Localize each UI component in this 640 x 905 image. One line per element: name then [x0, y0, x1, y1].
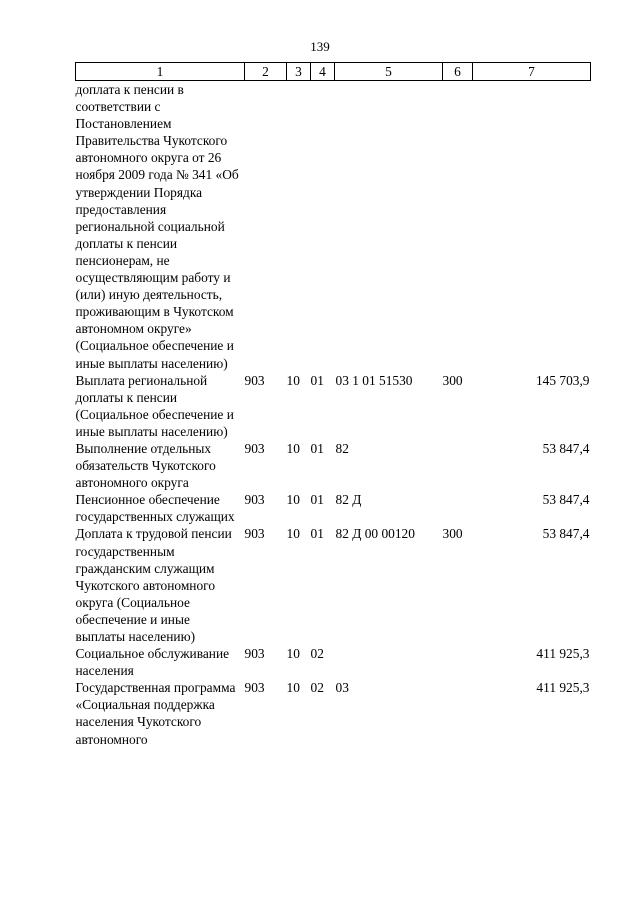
- table-row: [76, 440, 591, 491]
- row-target: 03: [335, 680, 349, 696]
- row-ministry: 903: [244, 646, 265, 662]
- table-row: [76, 645, 591, 679]
- row-amount: 145 703,9: [535, 372, 590, 388]
- row-subsection: 01: [310, 526, 324, 542]
- row-expense-type: 300: [442, 526, 463, 542]
- row-expense-type: 300: [442, 372, 463, 388]
- table-row: [76, 525, 591, 645]
- row-amount: 411 925,3: [536, 680, 590, 696]
- header-row: [76, 63, 591, 81]
- row-amount: [473, 81, 591, 372]
- row-subsection: 02: [310, 680, 324, 696]
- table-row: [76, 81, 591, 372]
- row-amount: 53 847,4: [542, 492, 590, 508]
- row-ministry: 903: [244, 492, 265, 508]
- row-section: 10: [286, 372, 300, 388]
- page-number: 139: [310, 39, 330, 54]
- row-ministry: 903: [244, 526, 265, 542]
- row-target: [335, 645, 443, 679]
- header-col-1: 1: [76, 63, 245, 81]
- row-section: 10: [286, 440, 300, 456]
- row-subsection: [311, 81, 335, 372]
- row-section: 10: [286, 492, 300, 508]
- budget-table: [75, 62, 591, 748]
- row-section: 10: [286, 680, 300, 696]
- row-subsection: 02: [310, 646, 324, 662]
- row-name: Государственная программа «Социальная поддержка населения Чукотского автономного: [75, 680, 236, 747]
- row-section: 10: [286, 526, 300, 542]
- row-ministry: 903: [244, 680, 265, 696]
- table-row: [76, 372, 591, 440]
- row-section: 10: [286, 646, 300, 662]
- row-subsection: 01: [310, 492, 324, 508]
- row-target: 82: [335, 440, 349, 456]
- table-row: [76, 679, 591, 747]
- row-target: [335, 81, 443, 372]
- header-col-2: 2: [245, 63, 287, 81]
- row-expense-type: [443, 440, 473, 491]
- row-amount: 411 925,3: [536, 646, 590, 662]
- table-row: [76, 491, 591, 525]
- row-ministry: 903: [244, 440, 265, 456]
- row-section: [287, 81, 311, 372]
- row-amount: 53 847,4: [542, 440, 590, 456]
- row-expense-type: [443, 679, 473, 747]
- row-subsection: 01: [310, 372, 324, 388]
- row-ministry: [245, 81, 287, 372]
- row-name: Доплата к трудовой пенсии государственным гражданским служащим Чукотского автономного округа (Социальное обеспечение и иные выплаты населению): [75, 526, 232, 644]
- row-name: Выплата региональной доплаты к пенсии (Социальное обеспечение и иные выплаты населению): [75, 372, 234, 439]
- row-subsection: 01: [310, 440, 324, 456]
- row-expense-type: [443, 81, 473, 372]
- table-header: [76, 63, 591, 81]
- table-body: [76, 81, 591, 748]
- header-col-6: 6: [443, 63, 473, 81]
- row-name: доплата к пенсии в соответствии с Постановлением Правительства Чукотского автономного округа от 26 ноября 2009 года № 341 «Об утверждении Порядка предоставления региональной социальной доплаты к пенсии пенсионерам, не осуществляющим работу и (или) иную деятельность, проживающим в Чукотском автономном округе» (Социальное обеспечение и иные выплаты населению): [75, 82, 239, 371]
- row-target: 82 Д: [335, 492, 362, 508]
- row-expense-type: [443, 491, 473, 525]
- row-target: 82 Д 00 00120: [335, 526, 415, 542]
- row-name: Социальное обслуживание населения: [75, 646, 230, 679]
- row-name: Выполнение отдельных обязательств Чукотского автономного округа: [75, 440, 216, 491]
- header-col-4: 4: [311, 63, 335, 81]
- row-expense-type: [443, 645, 473, 679]
- header-col-7: 7: [473, 63, 591, 81]
- header-col-5: 5: [335, 63, 443, 81]
- row-ministry: 903: [244, 372, 265, 388]
- row-target: 03 1 01 51530: [335, 372, 413, 388]
- row-amount: 53 847,4: [542, 526, 590, 542]
- header-col-3: 3: [287, 63, 311, 81]
- row-name: Пенсионное обеспечение государственных служащих: [75, 492, 235, 525]
